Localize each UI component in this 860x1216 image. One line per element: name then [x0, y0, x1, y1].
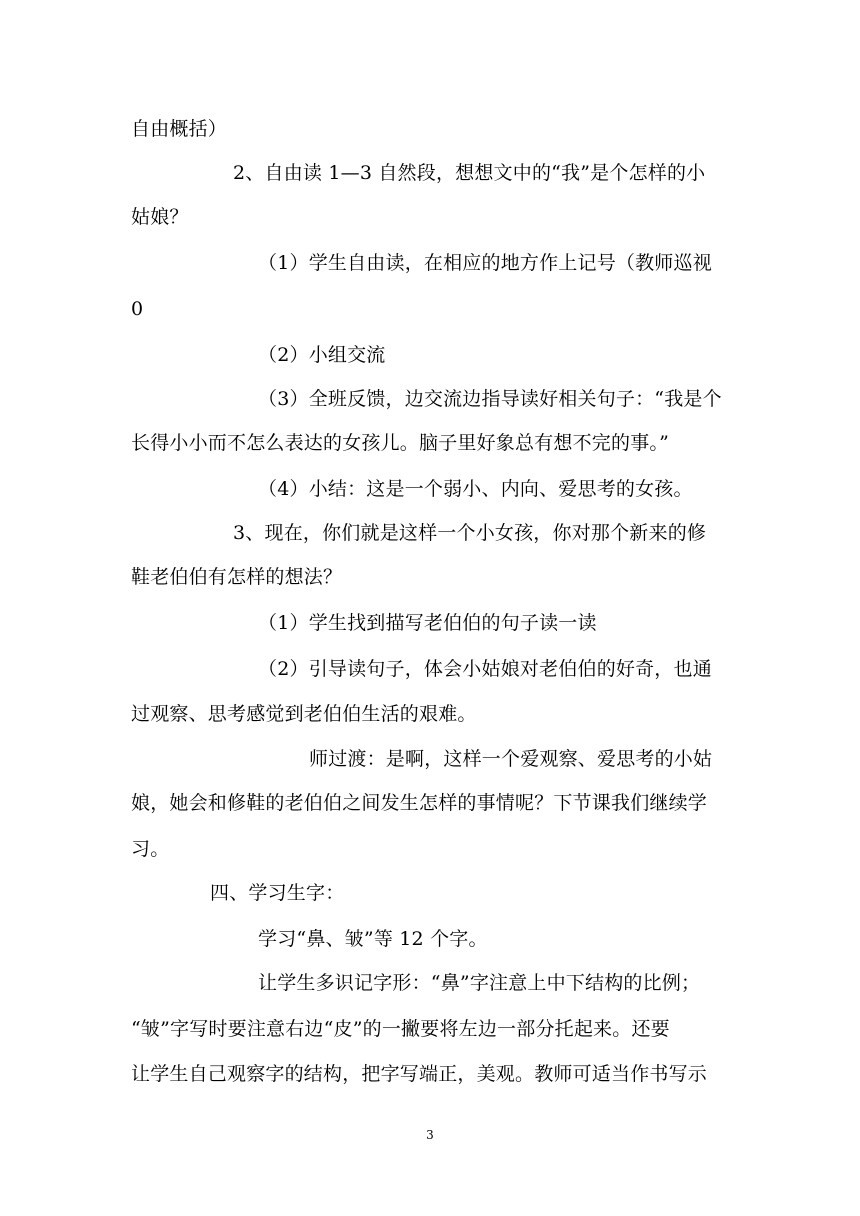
text-line: 娘，她会和修鞋的老伯伯之间发生怎样的事情呢？下节课我们继续学 — [131, 792, 708, 814]
text-line: （4）小结：这是一个弱小、内向、爱思考的女孩。 — [258, 478, 693, 500]
text-line: （1）学生自由读，在相应的地方作上记号（教师巡视 — [258, 252, 712, 274]
text-line: 四、学习生字： — [210, 882, 345, 904]
text-line: 2、自由读 1—3 自然段，想想文中的“我”是个怎样的小 — [233, 162, 706, 184]
text-line: 师过渡：是啊，这样一个爱观察、爱思考的小姑 — [309, 748, 713, 770]
text-line: 过观察、思考感觉到老伯伯生活的艰难。 — [131, 703, 477, 725]
text-line: （2）引导读句子，体会小姑娘对老伯伯的好奇，也通 — [258, 658, 712, 680]
text-line: 学习“鼻、皱”等 12 个字。 — [258, 928, 488, 950]
page-number: 3 — [426, 1128, 434, 1142]
text-line: 自由概括） — [131, 118, 228, 140]
text-line: 0 — [131, 298, 144, 320]
text-line: 姑娘？ — [131, 206, 189, 228]
text-line: 让学生自己观察字的结构，把字写端正，美观。教师可适当作书写示 — [131, 1063, 708, 1085]
text-line: 长得小小而不怎么表达的女孩儿。脑子里好象总有想不完的事。” — [131, 432, 670, 454]
text-line: “皱”字写时要注意右边“皮”的一撇要将左边一部分托起来。还要 — [131, 1018, 670, 1040]
text-line: 习。 — [131, 838, 170, 860]
text-line: 3、现在，你们就是这样一个小女孩，你对那个新来的修 — [233, 522, 707, 544]
text-line: （3）全班反馈，边交流边指导读好相关句子：“我是个 — [258, 388, 722, 410]
text-line: 让学生多识记字形：“鼻”字注意上中下结构的比例； — [258, 972, 701, 994]
text-line: （2）小组交流 — [258, 344, 386, 366]
text-line: 鞋老伯伯有怎样的想法？ — [131, 566, 343, 588]
text-line: （1）学生找到描写老伯伯的句子读一读 — [258, 612, 597, 634]
